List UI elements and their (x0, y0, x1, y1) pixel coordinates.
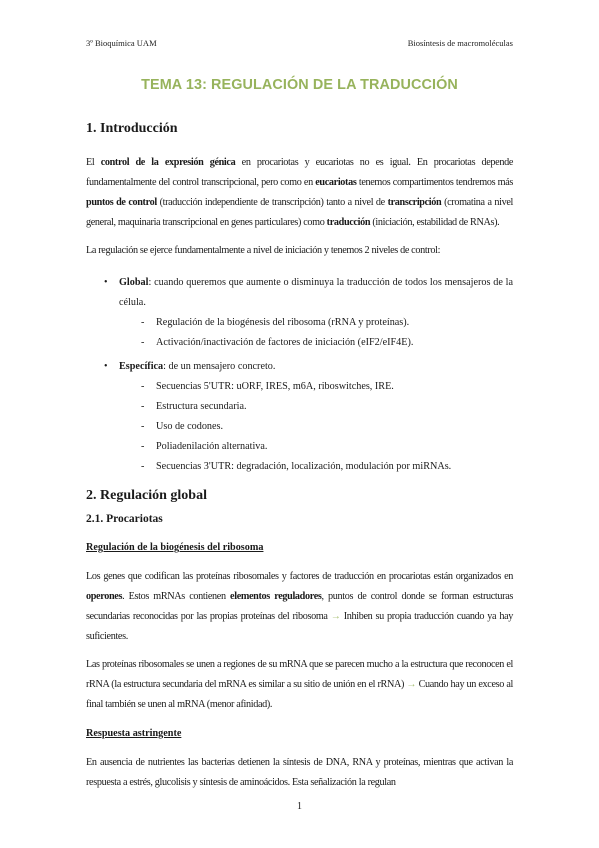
text-run: Inhiben su propia traducción cuando ya hay suficientes. (86, 611, 513, 642)
sub-item-text: Poliadenilación alternativa. (156, 441, 268, 452)
sub-item (86, 377, 513, 397)
dash-glyph: - (141, 381, 145, 392)
body-paragraph (86, 655, 513, 715)
text-run: Cuando hay un exceso al final también se unen al mRNA (menor afinidad). (86, 679, 514, 710)
text-run: (cromatina a nivel general, maquinaria transcripcional en genes particulares) como (86, 197, 513, 228)
underlined-subheading: Respuesta astringente (86, 728, 182, 739)
running-header-left: 3º Bioquímica UAM (86, 38, 157, 48)
running-header-right: Biosíntesis de macromoléculas (407, 38, 513, 48)
text-run: (traducción independiente de transcripción) tanto a nivel de (156, 197, 388, 208)
bold-term: elementos reguladores (230, 591, 322, 602)
bullet-glyph: • (104, 361, 108, 372)
arrow-icon: → (330, 611, 341, 622)
text-run: . Estos mRNAs contienen (122, 591, 231, 602)
page-body (86, 119, 513, 793)
section-heading-introduccion: 1. Introducción (86, 121, 178, 136)
dash-glyph: - (141, 317, 145, 328)
text-run: tenemos compartimentos tendremos más (356, 177, 513, 188)
bullet-label: Global (119, 277, 149, 288)
text-run: en procariotas y eucariotas no es igual. En procariotas depende fundamentalmente del control transcripcional, pero como en (86, 157, 513, 188)
document-title: TEMA 13: REGULACIÓN DE LA TRADUCCIÓN (141, 77, 458, 93)
dash-glyph: - (141, 461, 145, 472)
sub-item-text: Uso de codones. (156, 421, 224, 432)
intro-paragraph (86, 153, 513, 233)
bullet-item-especifica (86, 357, 513, 377)
sub-item-text: Secuencias 5'UTR: uORF, IRES, m6A, riboswitches, IRE. (156, 381, 394, 392)
bullet-text: : de un mensajero concreto. (163, 361, 276, 372)
sub-item-text: Estructura secundaria. (156, 401, 247, 412)
subsection-heading-procariotas: 2.1. Procariotas (86, 513, 163, 525)
text-run: El (86, 157, 101, 168)
body-paragraph: En ausencia de nutrientes las bacterias detienen la síntesis de DNA, RNA y proteínas, mientras que activan la respuesta a estrés, glucolisis y síntesis de aminoácidos. Esta señalización la regulan (86, 757, 513, 788)
sub-item-text: Secuencias 3'UTR: degradación, localización, modulación por miRNAs. (156, 461, 452, 472)
dash-glyph: - (141, 337, 145, 348)
bullet-text: : cuando queremos que aumente o disminuya la traducción de todos los mensajeros de la célula. (119, 277, 513, 308)
text-run: (iniciación, estabilidad de RNAs). (370, 217, 500, 228)
bold-term: operones (86, 591, 123, 602)
bullet-item-global (86, 273, 513, 313)
dash-glyph: - (141, 401, 145, 412)
arrow-icon: → (406, 679, 417, 690)
dash-glyph: - (141, 441, 145, 452)
bold-term: traducción (326, 217, 371, 228)
dash-glyph: - (141, 421, 145, 432)
sub-item (86, 437, 513, 457)
underlined-subheading: Regulación de la biogénesis del ribosoma (86, 542, 264, 553)
bold-term: puntos de control (86, 197, 157, 208)
text-run: Las proteínas ribosomales se unen a regiones de su mRNA que se parecen mucho a la estructura que reconocen el rRNA (la estructura secundaria del mRNA es similar a su sitio de unión en el rRNA) (86, 659, 513, 690)
sub-item-text: Regulación de la biogénesis del ribosoma (rRNA y proteínas). (156, 317, 410, 328)
sub-item-text: Activación/inactivación de factores de iniciación (eIF2/eIF4E). (156, 337, 414, 348)
section-heading-regulacion-global: 2. Regulación global (86, 488, 207, 503)
bold-term: control de la expresión génica (100, 157, 236, 168)
sub-item (86, 333, 513, 353)
page-number: 1 (297, 801, 302, 812)
sub-item (86, 417, 513, 437)
bullet-glyph: • (104, 277, 108, 288)
sub-item (86, 313, 513, 333)
body-paragraph (86, 567, 513, 647)
bullet-label: Específica (119, 361, 164, 372)
sub-item (86, 457, 513, 477)
bold-term: eucariotas (315, 177, 357, 188)
text-run: , puntos de control donde se forman estructuras secundarias reconocidas por las propias proteínas del ribosoma (86, 591, 513, 622)
bold-term: transcripción (387, 197, 442, 208)
regulation-levels-paragraph: La regulación se ejerce fundamentalmente a nivel de iniciación y tenemos 2 niveles de control: (86, 245, 441, 256)
sub-item (86, 397, 513, 417)
text-run: Los genes que codifican las proteínas ribosomales y factores de traducción en procariotas están organizados en (86, 571, 513, 582)
